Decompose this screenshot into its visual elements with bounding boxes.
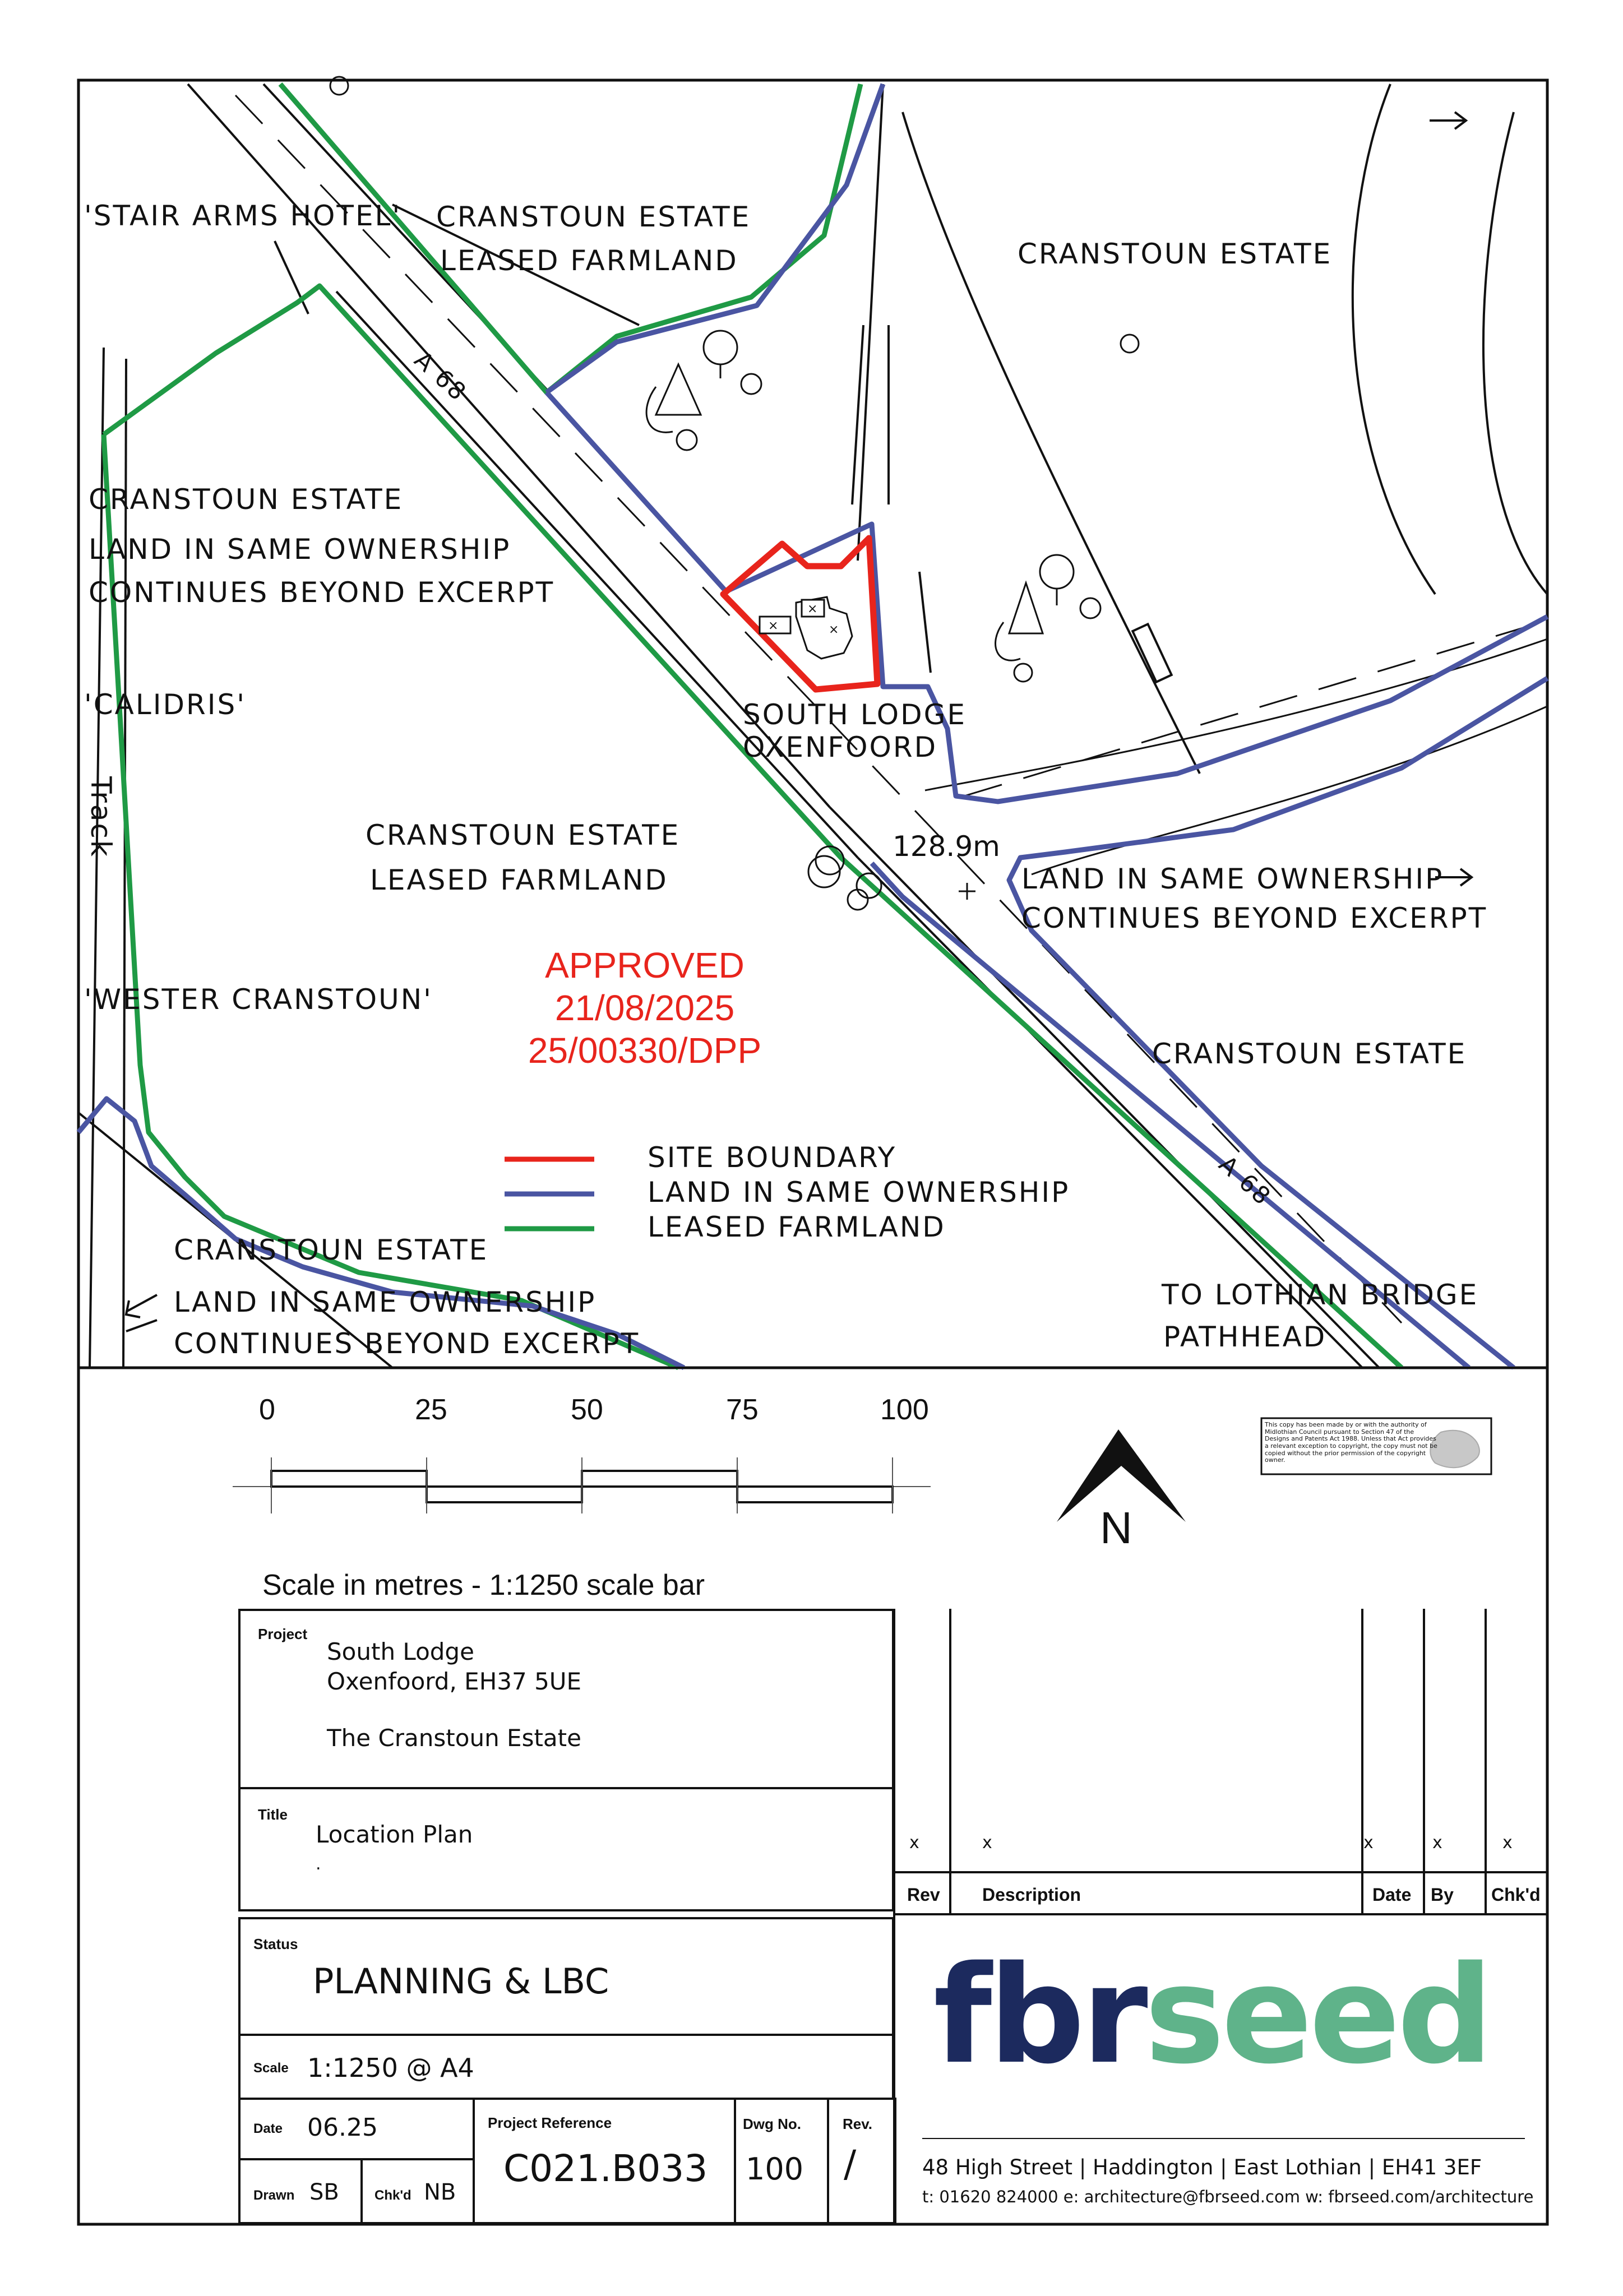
project-line-1: South Lodge bbox=[327, 1638, 474, 1665]
project-ref-value: C021.B033 bbox=[503, 2147, 708, 2190]
rev-row-date: x bbox=[1363, 1833, 1374, 1853]
label-cranstoun-west-3: CONTINUES BEYOND EXCERPT bbox=[89, 576, 555, 609]
driveway-north bbox=[852, 84, 931, 673]
title-dot: . bbox=[316, 1854, 321, 1874]
stamp-approved: APPROVED bbox=[545, 945, 745, 985]
label-road-a68-upper: A 68 bbox=[409, 346, 473, 407]
project-line-3: The Cranstoun Estate bbox=[327, 1724, 581, 1752]
company-logo bbox=[933, 1937, 1490, 2094]
dwg-no-label: Dwg No. bbox=[743, 2116, 801, 2132]
label-to-lothian-1: TO LOTHIAN BRIDGE bbox=[1162, 1279, 1479, 1311]
legend-label-leased: LEASED FARMLAND bbox=[648, 1211, 946, 1243]
label-cranstoun-sw-1: CRANSTOUN ESTATE bbox=[174, 1234, 489, 1266]
label-calidris: 'CALIDRIS' bbox=[84, 688, 246, 721]
stamp-date: 21/08/2025 bbox=[554, 988, 735, 1028]
label-stair-arms-hotel: 'STAIR ARMS HOTEL' bbox=[84, 200, 402, 232]
svg-text:×: × bbox=[829, 623, 839, 637]
checked-label: Chk'd bbox=[374, 2188, 411, 2203]
side-road-east bbox=[925, 639, 1547, 874]
company-address: 48 High Street | Haddington | East Lothian | EH41 3EF bbox=[922, 2155, 1482, 2179]
svg-text:×: × bbox=[768, 619, 779, 633]
scale-caption: Scale in metres - 1:1250 scale bar bbox=[262, 1569, 705, 1601]
legend-label-ownership: LAND IN SAME OWNERSHIP bbox=[648, 1176, 1070, 1209]
legend-swatches bbox=[505, 1159, 594, 1229]
label-cranstoun-leased-top-2: LEASED FARMLAND bbox=[440, 244, 738, 277]
project-label: Project bbox=[258, 1626, 308, 1642]
rev-header-description: Description bbox=[982, 1885, 1081, 1905]
label-spot-height: 128.9m bbox=[893, 830, 1000, 863]
status-value: PLANNING & LBC bbox=[313, 1961, 609, 2002]
project-ref-label: Project Reference bbox=[488, 2114, 612, 2131]
rev-label: Rev. bbox=[843, 2116, 872, 2132]
field-line-2 bbox=[275, 241, 308, 314]
legend-label-site-boundary: SITE BOUNDARY bbox=[648, 1141, 897, 1174]
north-label: N bbox=[1100, 1503, 1132, 1553]
title-label: Title bbox=[258, 1806, 288, 1823]
scale-tick-100: 100 bbox=[880, 1394, 929, 1426]
label-track: Track bbox=[85, 776, 117, 858]
label-land-same-east-1: LAND IN SAME OWNERSHIP bbox=[1021, 863, 1444, 895]
project-panel bbox=[238, 1609, 894, 1789]
label-cranstoun-sw-2: LAND IN SAME OWNERSHIP bbox=[174, 1286, 597, 1318]
label-cranstoun-west-1: CRANSTOUN ESTATE bbox=[89, 483, 404, 516]
rev-row-description: x bbox=[982, 1833, 992, 1853]
label-cranstoun-sw-3: CONTINUES BEYOND EXCERPT bbox=[174, 1327, 640, 1360]
spot-height-marker bbox=[959, 883, 975, 900]
label-wester-cranstoun: 'WESTER CRANSTOUN' bbox=[84, 983, 433, 1016]
title-value: Location Plan bbox=[316, 1821, 473, 1848]
rev-row-checked: x bbox=[1502, 1833, 1513, 1853]
rev-row-by: x bbox=[1432, 1833, 1442, 1853]
rev-header-by: By bbox=[1431, 1885, 1454, 1905]
scale-tick-50: 50 bbox=[571, 1394, 603, 1426]
label-to-lothian-2: PATHHEAD bbox=[1163, 1321, 1327, 1353]
date-label: Date bbox=[253, 2121, 283, 2136]
approval-stamp bbox=[516, 945, 774, 1071]
title-panel bbox=[238, 1787, 894, 1911]
label-cranstoun-leased-top-1: CRANSTOUN ESTATE bbox=[436, 201, 751, 233]
logo-seed: seed bbox=[1144, 1937, 1490, 2094]
scale-tick-25: 25 bbox=[415, 1394, 447, 1426]
project-line-2: Oxenfoord, EH37 5UE bbox=[327, 1668, 582, 1695]
scale-bar bbox=[233, 1457, 931, 1513]
copyright-text: This copy has been made by or with the authority of Midlothian Council pursuant to Section 47 of the Designs and Patents Act 1988. Unless that Act provides a relevant exception to copyright, the copy must not be copied without the prior permission of the copyright owner. bbox=[1265, 1421, 1437, 1464]
label-road-a68-lower: A 68 bbox=[1213, 1150, 1277, 1211]
drawn-value: SB bbox=[309, 2179, 339, 2205]
checked-value: NB bbox=[424, 2179, 456, 2205]
rev-header-date: Date bbox=[1372, 1885, 1412, 1905]
label-south-lodge-1: SOUTH LODGE bbox=[743, 698, 967, 731]
scale-tick-0: 0 bbox=[259, 1394, 275, 1426]
drawn-label: Drawn bbox=[253, 2188, 295, 2203]
label-south-lodge-2: OXENFOORD bbox=[743, 731, 938, 763]
rev-header-rev: Rev bbox=[907, 1885, 940, 1905]
rev-header-checked: Chk'd bbox=[1491, 1885, 1541, 1905]
dwg-no-value: 100 bbox=[746, 2151, 804, 2187]
label-cranstoun-estate-ne: CRANSTOUN ESTATE bbox=[1018, 238, 1333, 270]
label-cranstoun-estate-se: CRANSTOUN ESTATE bbox=[1152, 1038, 1467, 1070]
scale-label: Scale bbox=[253, 2061, 289, 2076]
scale-value: 1:1250 @ A4 bbox=[307, 2053, 474, 2083]
label-cranstoun-west-2: LAND IN SAME OWNERSHIP bbox=[89, 533, 511, 566]
rev-row-rev: x bbox=[909, 1833, 919, 1853]
label-cranstoun-leased-mid-1: CRANSTOUN ESTATE bbox=[366, 819, 681, 851]
date-value: 06.25 bbox=[307, 2113, 378, 2142]
label-land-same-east-2: CONTINUES BEYOND EXCERPT bbox=[1021, 902, 1488, 934]
stamp-reference: 25/00330/DPP bbox=[528, 1030, 762, 1071]
company-contact: t: 01620 824000 e: architecture@fbrseed.com w: fbrseed.com/architecture bbox=[922, 2187, 1534, 2206]
logo-fbr: fbr bbox=[933, 1937, 1145, 2094]
label-cranstoun-leased-mid-2: LEASED FARMLAND bbox=[370, 864, 668, 896]
status-label: Status bbox=[253, 1936, 298, 1952]
svg-text:×: × bbox=[807, 602, 818, 616]
rev-value: / bbox=[844, 2142, 857, 2186]
scale-tick-75: 75 bbox=[726, 1394, 759, 1426]
